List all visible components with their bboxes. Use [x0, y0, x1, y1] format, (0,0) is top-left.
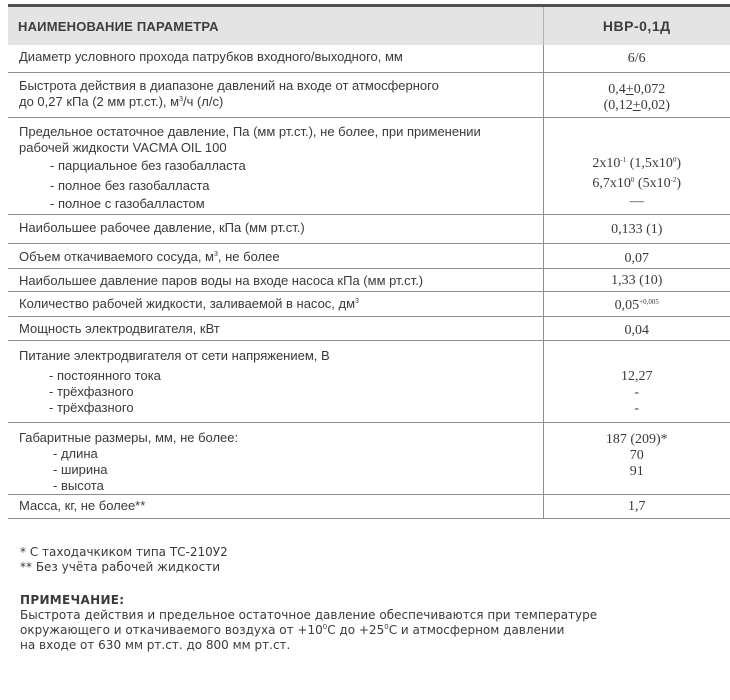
footnote: ** Без учёта рабочей жидкости	[20, 560, 221, 574]
note-line	[20, 623, 597, 638]
param-text-part: , не более	[217, 248, 280, 264]
table-row	[8, 243, 730, 268]
value-text: -	[634, 384, 640, 400]
footnotes	[20, 545, 228, 575]
param-cell	[8, 268, 543, 291]
plus-minus-sign: +	[632, 97, 641, 113]
value-text	[544, 176, 730, 192]
param-text: Быстрота действия в диапазоне давлений на входе от атмосферного	[19, 77, 439, 93]
value-text	[544, 98, 730, 114]
value-text: 0,07	[624, 250, 649, 266]
param-cell	[8, 494, 543, 518]
superscript: -1	[620, 155, 627, 164]
table-row	[8, 214, 730, 243]
value-text	[544, 82, 730, 98]
value-text	[544, 298, 730, 314]
value-cell	[543, 291, 730, 316]
table-row	[8, 316, 730, 340]
value-dash: —	[629, 193, 644, 209]
param-subitem: - трёхфазного	[49, 383, 134, 399]
param-cell	[8, 117, 543, 214]
value-part: 0,4	[608, 81, 626, 97]
plus-minus-sign: +	[625, 81, 634, 97]
param-text: Мощность электродвигателя, кВт	[19, 320, 220, 336]
superscript: 0	[384, 623, 389, 631]
param-text: Масса, кг, не более**	[19, 497, 146, 513]
table-row	[8, 72, 730, 117]
value-text	[544, 156, 730, 172]
note-text-part: С и атмосферном давлении	[388, 623, 565, 637]
footnote: * С таходачкиком типа ТС-210У2	[20, 545, 228, 559]
table-row	[8, 117, 730, 214]
param-column-header: НАИМЕНОВАНИЕ ПАРАМЕТРА	[8, 6, 543, 46]
table-header-row	[8, 6, 730, 46]
value-cell	[543, 45, 730, 72]
param-text-part: до 0,27 кПа (2 мм рт.ст.), м	[19, 93, 180, 109]
value-part: 6,7х10	[592, 175, 631, 191]
superscript: 0	[630, 175, 635, 184]
param-subitem: - ширина	[53, 461, 108, 477]
param-text: Габаритные размеры, мм, не более:	[19, 429, 239, 445]
value-part: 0,05	[614, 297, 640, 313]
note-line: на входе от 630 мм рт.ст. до 800 мм рт.ст.	[20, 638, 291, 652]
param-text	[19, 249, 543, 265]
value-part: )	[676, 155, 682, 171]
param-cell	[8, 291, 543, 316]
table-row	[8, 291, 730, 316]
param-text: Наибольшее давление паров воды на входе насоса кПа (мм рт.ст.)	[19, 272, 424, 288]
param-text	[19, 296, 543, 312]
param-cell	[8, 316, 543, 340]
value-part: )	[676, 175, 682, 191]
param-text	[19, 94, 543, 110]
table-row	[8, 45, 730, 72]
param-text-part: /ч (л/с)	[182, 93, 224, 109]
value-text: 91	[629, 463, 644, 479]
value-part: 2х10	[592, 155, 621, 171]
param-cell	[8, 45, 543, 72]
param-subitem: - парциальное без газобалласта	[50, 157, 246, 173]
table-row	[8, 340, 730, 422]
superscript: +0,005	[639, 297, 659, 306]
param-subitem: - постоянного тока	[49, 367, 161, 383]
superscript: 3	[179, 95, 183, 103]
param-cell	[8, 422, 543, 494]
param-cell	[8, 214, 543, 243]
note-text-part: С до +25	[327, 623, 385, 637]
value-text: -	[634, 400, 640, 416]
table-row	[8, 494, 730, 518]
superscript: 3	[355, 297, 359, 305]
table-row	[8, 268, 730, 291]
param-text: Предельное остаточное давление, Па (мм рт.ст.), не более, при применении	[19, 123, 481, 139]
value-text: 0,133 (1)	[611, 221, 663, 237]
param-subitem: - трёхфазного	[49, 399, 134, 415]
value-part: 0,072	[633, 81, 666, 97]
table-row	[8, 422, 730, 494]
value-part: (1,5х10	[626, 155, 673, 171]
param-text: Питание электродвигателя от сети напряжением, В	[19, 347, 330, 363]
param-subitem: - высота	[53, 477, 104, 493]
value-text: 187 (209)*	[605, 431, 668, 447]
parameters-table	[8, 4, 730, 519]
note-line: Быстрота действия и предельное остаточное давление обеспечиваются при температуре	[20, 608, 598, 622]
param-text-part: Объем откачиваемого сосуда, м	[19, 248, 214, 264]
value-part: (5х10	[634, 175, 671, 191]
value-text: 1,7	[628, 498, 646, 514]
value-cell	[543, 494, 730, 518]
superscript: -2	[670, 175, 677, 184]
value-cell	[543, 268, 730, 291]
value-cell	[543, 214, 730, 243]
param-subitem: - полное с газобалластом	[50, 195, 205, 211]
param-cell	[8, 72, 543, 117]
note-title: ПРИМЕЧАНИЕ:	[20, 593, 125, 607]
value-text: 1,33 (10)	[611, 272, 663, 288]
param-text: Наибольшее рабочее давление, кПа (мм рт.ст.)	[19, 219, 305, 235]
param-subitem: - полное без газобалласта	[50, 177, 210, 193]
value-cell	[543, 117, 730, 214]
superscript: 0	[322, 623, 328, 631]
value-cell	[543, 340, 730, 422]
value-text: 0,04	[624, 322, 649, 338]
param-cell	[8, 340, 543, 422]
model-column-header: НВР-0,1Д	[543, 6, 730, 46]
superscript: 3	[214, 250, 218, 258]
value-text: 12,27	[621, 368, 653, 384]
note-text-part: окружающего и откачиваемого воздуха от +10	[20, 623, 323, 637]
value-part: 0,02)	[640, 97, 670, 113]
param-cell	[8, 243, 543, 268]
param-text: Диаметр условного прохода патрубков входного/выходного, мм	[19, 49, 403, 64]
superscript: 0	[672, 155, 677, 164]
note-block	[20, 593, 597, 653]
value-cell	[543, 422, 730, 494]
value-text: 70	[629, 447, 644, 463]
value-part: (0,12	[603, 97, 633, 113]
param-text-part: Количество рабочей жидкости, заливаемой в насос, дм	[19, 295, 356, 311]
value-text: 6/6	[627, 51, 646, 66]
param-text: рабочей жидкости VACMA OIL 100	[19, 139, 227, 155]
value-cell	[543, 316, 730, 340]
param-subitem: - длина	[53, 445, 98, 461]
value-cell	[543, 243, 730, 268]
value-cell	[543, 72, 730, 117]
